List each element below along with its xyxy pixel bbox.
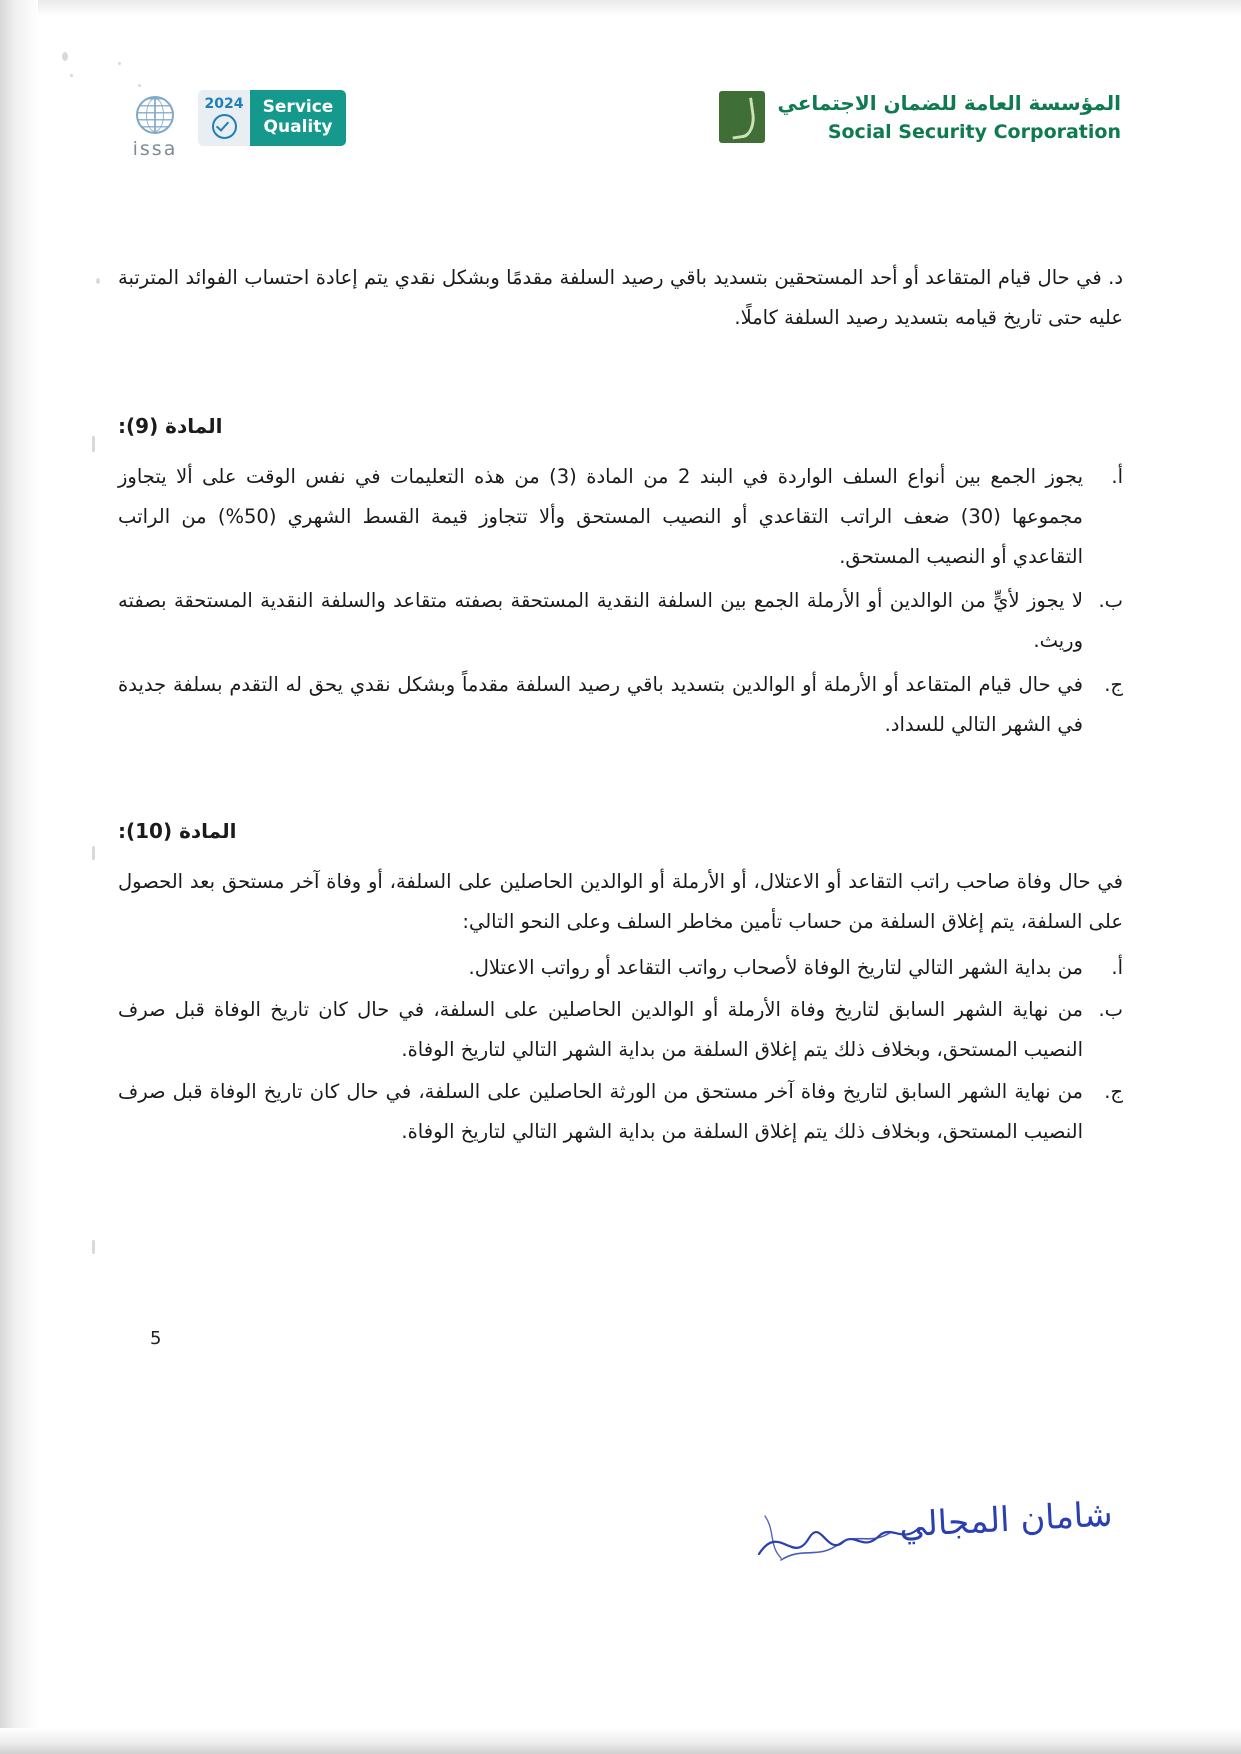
organization-name-arabic: المؤسسة العامة للضمان الاجتماعي [777, 91, 1121, 115]
list-item [118, 1072, 1123, 1152]
organization-name [777, 88, 1121, 147]
list-marker: أ. [1111, 955, 1123, 979]
article-10-intro: في حال وفاة صاحب راتب التقاعد أو الاعتلال، أو الأرملة أو الوالدين الحاصلين على السلفة، أو وفاة آخر مستحق بعد الحصول على السلفة، يتم إغلاق السلفة من حساب تأمين مخاطر السلف وعلى النحو التالي: [118, 869, 1123, 933]
article-9-title: المادة (9): [118, 413, 223, 438]
scan-speck [70, 74, 73, 77]
clause-d-paragraph: د. في حال قيام المتقاعد أو أحد المستحقين بتسديد باقي رصيد السلفة مقدمًا وبشكل نقدي يتم إعادة احتساب الفوائد المترتبة عليه حتى تاريخ قيامه بتسديد رصيد السلفة كاملًا. [118, 266, 1123, 329]
ssc-emblem-icon [719, 91, 765, 143]
spacer [118, 749, 1123, 811]
badge-year: 2024 [204, 96, 244, 112]
list-item [118, 990, 1123, 1070]
organization-identity [719, 88, 1121, 147]
issa-logo [120, 96, 190, 160]
article-10-list [118, 948, 1123, 1152]
scan-speck [118, 62, 121, 65]
signature-name: شامان المجالي [898, 1494, 1114, 1546]
article-9-list [118, 457, 1123, 745]
page-number: 5 [150, 1328, 162, 1349]
list-marker: أ. [1111, 464, 1123, 488]
list-item-text: من نهاية الشهر السابق لتاريخ وفاة آخر مستحق من الورثة الحاصلين على السلفة، في حال كان تاريخ الوفاة قبل صرف النصيب المستحق، وبخلاف ذلك يتم إغلاق السلفة من بداية الشهر التالي لتاريخ الوفاة. [118, 1079, 1083, 1143]
service-quality-text [250, 90, 346, 146]
signature-scrawl-icon [751, 1502, 941, 1572]
list-item [118, 457, 1123, 577]
issa-label: issa [132, 138, 178, 160]
scan-speck [96, 278, 100, 284]
document-header [0, 88, 1241, 168]
service-quality-line1: Service [262, 97, 334, 117]
list-item [118, 665, 1123, 745]
signature-area [0, 1484, 1241, 1604]
list-item-text: في حال قيام المتقاعد أو الأرملة أو الوالدين بتسديد باقي رصيد السلفة مقدماً وبشكل نقدي يحق له التقدم بسلفة جديدة في الشهر التالي للسداد. [118, 672, 1083, 736]
list-marker: ب. [1098, 997, 1123, 1021]
list-item [118, 581, 1123, 661]
list-item-text: لا يجوز لأيٍّ من الوالدين أو الأرملة الجمع بين السلفة النقدية المستحقة بصفته متقاعد والسلفة النقدية المستحقة بصفته وريث. [118, 588, 1083, 652]
check-circle-icon [212, 114, 237, 139]
list-marker: ب. [1098, 588, 1123, 612]
badge-year-block [198, 90, 250, 146]
globe-icon [136, 96, 174, 134]
organization-name-english: Social Security Corporation [827, 121, 1121, 143]
list-marker: ج. [1104, 672, 1123, 696]
list-marker: ج. [1104, 1079, 1123, 1103]
scan-speck [138, 84, 141, 87]
scan-speck [92, 1240, 95, 1254]
service-quality-line2: Quality [263, 116, 333, 137]
scan-speck [92, 846, 95, 860]
scan-edge-top [0, 0, 1241, 16]
scan-edge-bottom [0, 1728, 1241, 1754]
scan-speck [62, 52, 68, 61]
scan-speck [92, 436, 95, 452]
service-quality-badge [198, 90, 346, 146]
article-10-title: المادة (10): [118, 818, 237, 843]
list-item-text: يجوز الجمع بين أنواع السلف الواردة في البند 2 من المادة (3) من هذه التعليمات في نفس الوقت على ألا يتجاوز مجموعها (30) ضعف الراتب التقاعدي أو النصيب المستحق وألا تتجاوز قيمة القسط الشهري (50%) من الراتب التقاعدي أو النصيب المستحق. [118, 464, 1084, 568]
spacer [118, 344, 1123, 406]
list-item-text: من بداية الشهر التالي لتاريخ الوفاة لأصحاب رواتب التقاعد أو رواتب الاعتلال. [468, 955, 1083, 979]
list-item [118, 948, 1123, 988]
list-item-text: من نهاية الشهر السابق لتاريخ وفاة الأرملة أو الوالدين الحاصلين على السلفة، في حال كان تاريخ الوفاة قبل صرف النصيب المستحق، وبخلاف ذلك يتم إغلاق السلفة من بداية الشهر التالي لتاريخ الوفاة. [118, 997, 1083, 1061]
document-body [118, 258, 1123, 1154]
